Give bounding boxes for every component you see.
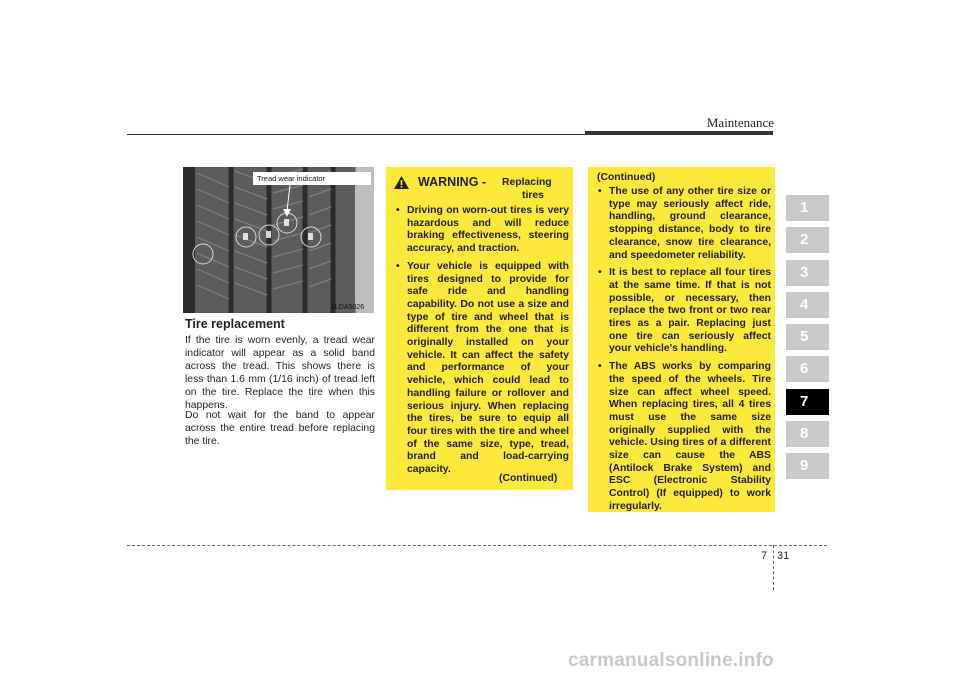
header-rule-accent [585,131,773,135]
chapter-tab-8[interactable]: 8 [786,421,829,447]
list-item: • The use of any other tire size or type may seriously affect ride, handling, ground clearance, stopping distance, body to tire clearance, snow tire clearance, and speedometer reliability. [598,186,771,261]
continued-label-top: (Continued) [597,172,656,183]
tire-tread-image [183,167,374,313]
warning-subject-line1: Replacing [502,177,552,188]
chapter-tab-9[interactable]: 9 [786,453,829,479]
list-item: • Your vehicle is equipped with tires designed to provide for safe ride and handling capability. Do not use a size and type of tire and wheel that is different from the one that is originally installed on your vehicle. It can affect the safety and performance of your vehicle, which could lead to handling failure or rollover and serious injury. When replacing the tires, be sure to equip all four tires with the tire and wheel of the same size, type, tread, brand and load-carrying capacity. [396,260,569,476]
warning-continued-bullets [596,186,771,519]
chapter-tab-6[interactable]: 6 [786,356,829,382]
watermark: carmanualsonline.info [568,650,774,671]
paragraph-2: Do not wait for the band to appear across the entire tread before replacing the tire. [185,410,375,447]
warning-subject-line2: tires [522,190,544,201]
chapter-tab-5[interactable]: 5 [786,324,829,350]
tread-wear-callout: Tread wear indicator [257,174,326,183]
chapter-tab-4[interactable]: 4 [786,292,829,318]
section-title: Tire replacement [185,317,285,331]
warning-triangle-icon [394,176,409,194]
footer-rule [127,545,827,546]
list-item: • The ABS works by comparing the speed of the wheels. Tire size can affect wheel speed. When replacing tires, all 4 tires must use the same size originally supplied with the vehicle. Using tires of a different size can cause the ABS (Antilock Brake System) and ESC (Electronic Stability Control) (If equipped) to work irregularly. [598,361,771,512]
image-code: 1LDA5026 [331,304,365,311]
header-title: Maintenance [706,115,774,130]
page-chapter: 7 [761,550,768,562]
list-item: • It is best to replace all four tires at the same time. If that is not possible, or necessary, then replace the two front or two rear tires as a pair. Replacing just one tire can seriously affect your vehicle's handling. [598,267,771,355]
continued-label: (Continued) [499,473,558,484]
chapter-tab-2[interactable]: 2 [786,227,829,253]
page-number: 31 [777,550,790,562]
chapter-tabs [786,195,829,486]
warning-word: WARNING - [418,175,487,189]
paragraph-1: If the tire is worn evenly, a tread wear indicator will appear as a solid band across the tread. This shows there is less than 1.6 mm (1/16 inch) of tread left on the tire. Replace the tire when this happens. [185,335,375,411]
list-item: • Driving on worn-out tires is very hazardous and will reduce braking effectiveness, steering accuracy, and traction. [396,205,569,255]
warning-bullets [394,205,569,482]
chapter-tab-7[interactable]: 7 [786,389,829,415]
footer-divider [773,545,774,590]
chapter-tab-1[interactable]: 1 [786,195,829,221]
chapter-tab-3[interactable]: 3 [786,260,829,286]
